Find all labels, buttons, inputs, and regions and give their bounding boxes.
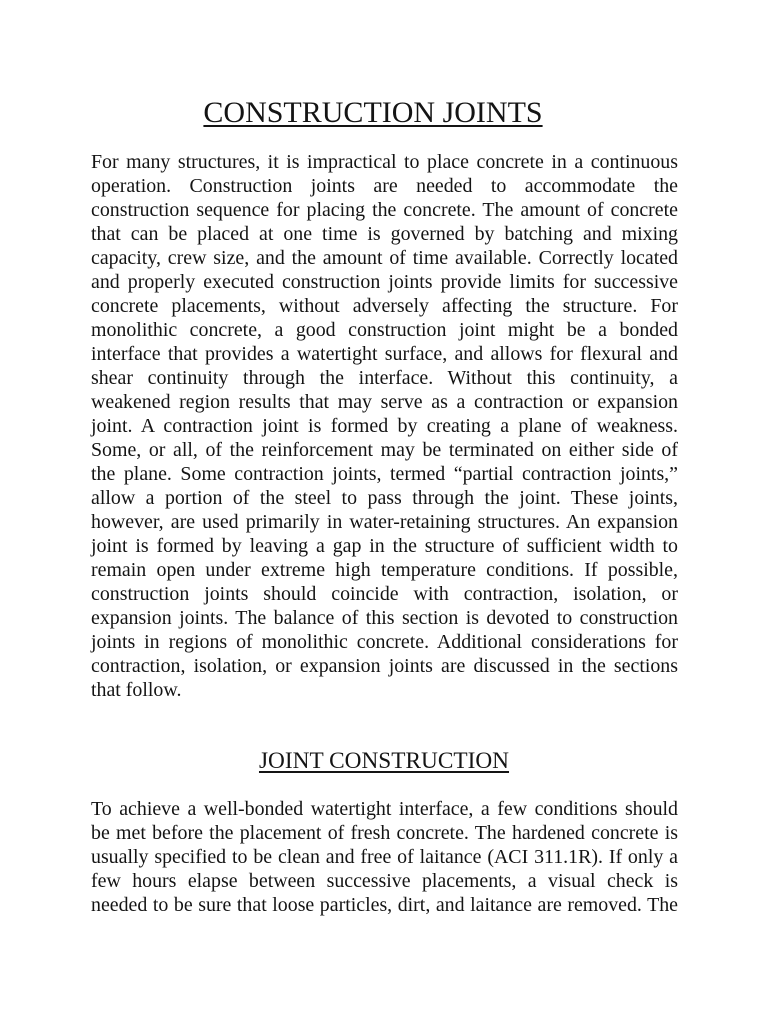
text-line: capacity, crew size, and the amount of time available. Correctly located <box>91 247 678 269</box>
text-line: the plane. Some contraction joints, termed “partial contraction joints,” <box>91 463 678 485</box>
text-line: concrete placements, without adversely affecting the structure. For <box>91 295 678 317</box>
text-line: joint. A contraction joint is formed by creating a plane of weakness. <box>91 415 678 437</box>
intro-paragraph <box>91 150 678 702</box>
text-line: joints in regions of monolithic concrete. Additional considerations for <box>91 631 678 653</box>
text-line: To achieve a well-bonded watertight interface, a few conditions should <box>91 798 678 820</box>
text-line: construction sequence for placing the concrete. The amount of concrete <box>91 199 678 221</box>
text-line: For many structures, it is impractical to place concrete in a continuous <box>91 151 678 173</box>
text-line: monolithic concrete, a good construction joint might be a bonded <box>91 319 678 341</box>
text-line: however, are used primarily in water-retaining structures. An expansion <box>91 511 678 533</box>
text-line: and properly executed construction joints provide limits for successive <box>91 271 678 293</box>
text-line: interface that provides a watertight surface, and allows for flexural and <box>91 343 678 365</box>
text-line: that follow. <box>91 679 182 701</box>
section-paragraph <box>91 797 678 917</box>
text-line: remain open under extreme high temperature conditions. If possible, <box>91 559 678 581</box>
text-line: expansion joints. The balance of this section is devoted to construction <box>91 607 678 629</box>
section-heading: JOINT CONSTRUCTION <box>258 748 510 774</box>
text-line: Some, or all, of the reinforcement may be terminated on either side of <box>91 439 678 461</box>
text-line: be met before the placement of fresh concrete. The hardened concrete is <box>91 822 678 844</box>
text-line: joint is formed by leaving a gap in the structure of sufficient width to <box>91 535 678 557</box>
text-line: needed to be sure that loose particles, dirt, and laitance are removed. The <box>91 894 678 916</box>
text-line: operation. Construction joints are needed to accommodate the <box>91 175 678 197</box>
text-line: usually specified to be clean and free of laitance (ACI 311.1R). If only a <box>91 846 678 868</box>
text-line: few hours elapse between successive placements, a visual check is <box>91 870 678 892</box>
text-line: weakened region results that may serve as a contraction or expansion <box>91 391 678 413</box>
text-line: allow a portion of the steel to pass through the joint. These joints, <box>91 487 678 509</box>
text-line: contraction, isolation, or expansion joints are discussed in the sections <box>91 655 678 677</box>
text-line: that can be placed at one time is governed by batching and mixing <box>91 223 678 245</box>
document-title: CONSTRUCTION JOINTS <box>203 96 543 129</box>
text-line: shear continuity through the interface. Without this continuity, a <box>91 367 678 389</box>
text-line: construction joints should coincide with contraction, isolation, or <box>91 583 678 605</box>
